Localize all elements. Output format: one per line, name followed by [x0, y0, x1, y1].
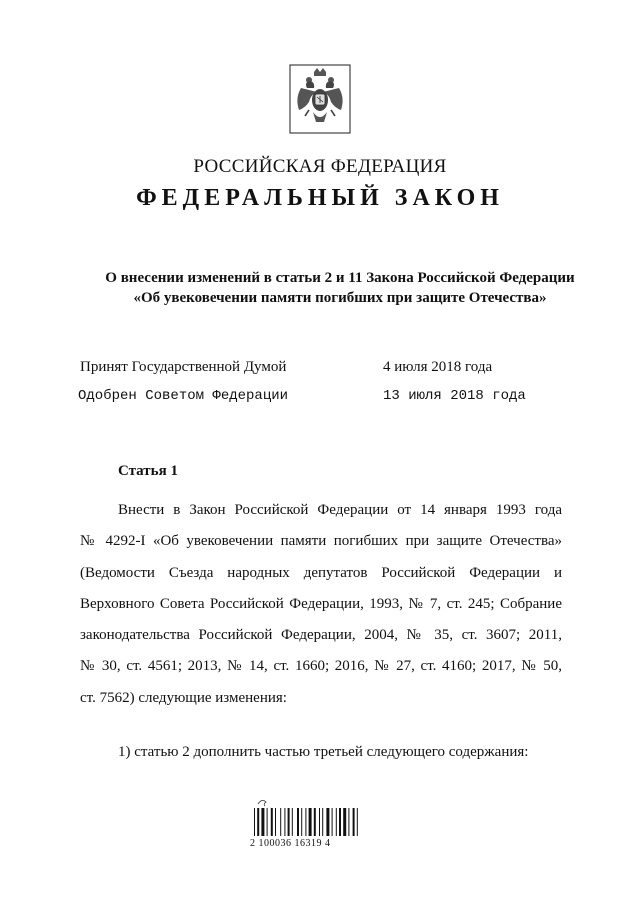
barcode-bar — [336, 808, 337, 836]
law-subject-line-1: О внесении изменений в статьи 2 и 11 Закона Российской Федерации — [105, 270, 575, 286]
article-item-1: 1) статью 2 дополнить частью третьей следующего содержания: — [118, 744, 529, 760]
law-subject-line-2: «Об увековечении памяти погибших при защите Отечества» — [133, 290, 547, 306]
barcode-bar — [322, 808, 323, 836]
barcode-bar — [348, 808, 349, 836]
article-line: (Ведомости Съезда народных депутатов Российской Федерации и — [80, 564, 562, 581]
barcode-bar — [271, 808, 273, 836]
barcode-bar — [305, 808, 306, 836]
article-line: Верховного Совета Российской Федерации, 1993, № 7, ст. 245; Собрание — [80, 595, 562, 612]
article-heading: Статья 1 — [118, 463, 178, 479]
barcode-graphic — [252, 798, 388, 838]
barcode-bar — [332, 808, 333, 836]
barcode-bar — [297, 808, 299, 836]
document-type-title: ФЕДЕРАЛЬНЫЙ ЗАКОН — [136, 185, 504, 211]
barcode-number: 2 100036 16319 4 — [250, 838, 331, 849]
barcode-bar — [267, 808, 268, 836]
barcode-bar — [314, 808, 316, 836]
council-approval-label: Одобрен Советом Федерации — [78, 388, 289, 404]
barcode-bar — [292, 808, 293, 836]
barcode-bar — [319, 808, 320, 836]
barcode-bar — [280, 808, 281, 836]
barcode-bar — [326, 808, 329, 836]
duma-adoption-date: 4 июля 2018 года — [383, 359, 493, 375]
barcode-bar — [309, 808, 312, 836]
article-line: № 4292-I «Об увековечении памяти погибших при защите Отечества» — [80, 533, 562, 550]
barcode-bar — [284, 808, 285, 836]
article-line: ст. 7562) следующие изменения: — [80, 689, 287, 706]
barcode — [252, 798, 388, 843]
coat-of-arms-emblem — [287, 62, 353, 136]
barcode-bar — [257, 808, 259, 836]
council-approval-date: 13 июля 2018 года — [383, 388, 526, 404]
article-line: Внести в Закон Российской Федерации от 14 января 1993 года — [118, 502, 562, 518]
barcode-bar — [301, 808, 302, 836]
barcode-bar — [343, 808, 346, 836]
barcode-bar — [288, 808, 290, 836]
barcode-bar — [357, 808, 358, 836]
barcode-bar — [353, 808, 355, 836]
article-line: законодательства Российской Федерации, 2004, № 35, ст. 3607; 2011, — [80, 627, 562, 644]
country-name: РОССИЙСКАЯ ФЕДЕРАЦИЯ — [193, 156, 447, 177]
article-body — [80, 495, 562, 714]
barcode-bar — [254, 808, 255, 836]
barcode-bar — [339, 808, 341, 836]
barcode-bar — [275, 808, 276, 836]
article-line: № 30, ст. 4561; 2013, № 14, ст. 1660; 2016, № 27, ст. 4160; 2017, № 50, — [80, 658, 562, 675]
duma-adoption-label: Принят Государственной Думой — [80, 359, 287, 375]
law-subject — [60, 268, 620, 308]
barcode-bar — [261, 808, 264, 836]
